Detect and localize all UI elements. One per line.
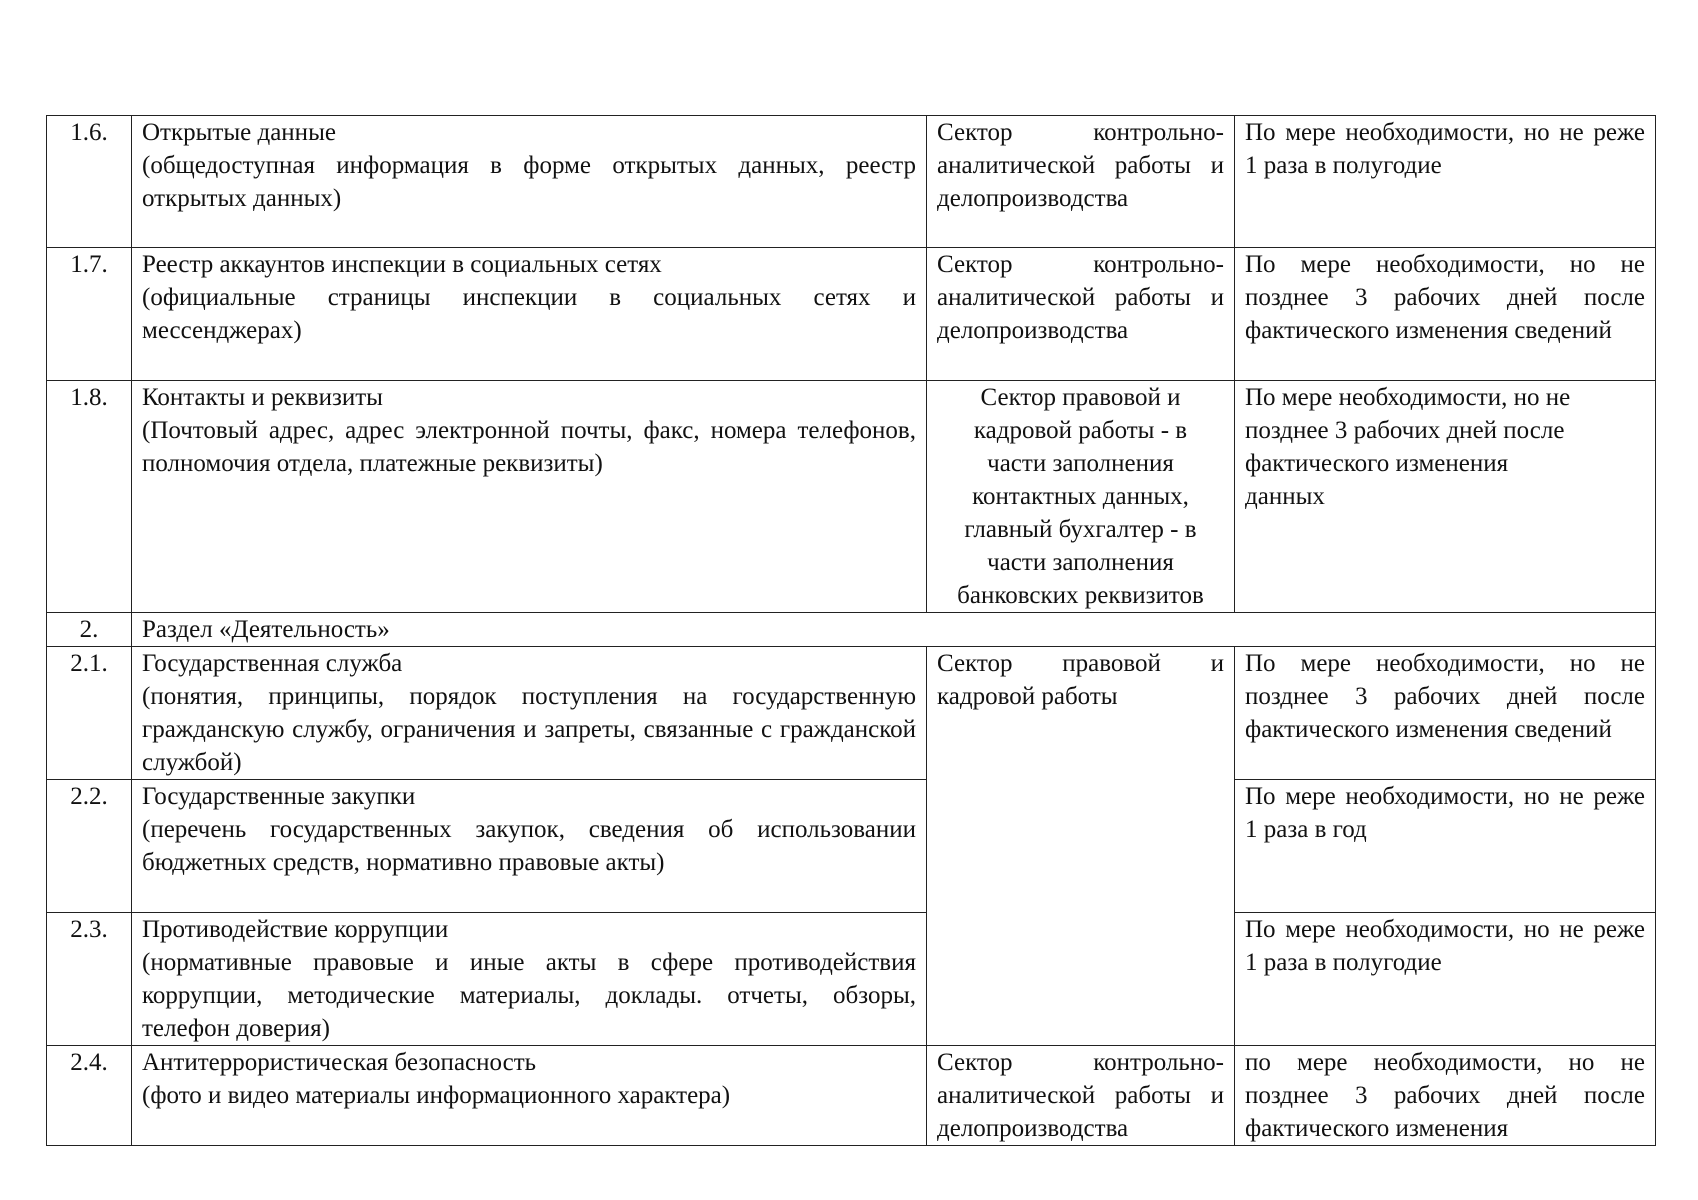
responsible-cell: Сектор контрольно-аналитической работы и делопроизводства	[927, 248, 1235, 381]
section-header: Раздел «Деятельность»	[132, 613, 1656, 647]
periodicity-cell	[1235, 381, 1656, 613]
row-number: 2.3.	[47, 913, 132, 1046]
section-title: Государственные закупки	[142, 783, 416, 810]
section-cell	[132, 780, 927, 913]
periodicity-cell: По мере необходимости, но не позднее 3 рабочих дней после фактического изменения сведений	[1235, 647, 1656, 780]
periodicity-cell: По мере необходимости, но не позднее 3 рабочих дней после фактического изменения сведений	[1235, 248, 1656, 381]
row-number: 1.6.	[47, 116, 132, 248]
section-title: Противодействие коррупции	[142, 916, 449, 943]
responsible-line: кадровой работы - в	[973, 417, 1188, 444]
table-row	[47, 780, 1656, 913]
responsible-line: части заполнения	[987, 549, 1174, 576]
responsible-line: главный бухгалтер - в	[964, 516, 1197, 543]
section-cell	[132, 381, 927, 613]
row-number: 2.4.	[47, 1046, 132, 1146]
responsible-cell: Сектор правовой и кадровой работы	[927, 647, 1235, 1046]
section-description: (фото и видео материалы информационного характера)	[142, 1082, 731, 1109]
periodicity-cell: По мере необходимости, но не реже 1 раза в год	[1235, 780, 1656, 913]
section-title: Государственная служба	[142, 650, 403, 677]
periodicity-line: фактического изменения	[1245, 450, 1509, 477]
section-cell	[132, 116, 927, 248]
section-cell	[132, 913, 927, 1046]
responsible-cell: Сектор контрольно-аналитической работы и делопроизводства	[927, 1046, 1235, 1146]
row-number: 1.7.	[47, 248, 132, 381]
row-number: 2.1.	[47, 647, 132, 780]
section-title: Антитеррористическая безопасность	[142, 1049, 537, 1076]
periodicity-cell: По мере необходимости, но не реже 1 раза в полугодие	[1235, 116, 1656, 248]
section-description: (общедоступная информация в форме открытых данных, реестр открытых данных)	[142, 152, 916, 212]
section-header-row	[47, 613, 1656, 647]
section-description: (нормативные правовые и иные акты в сфере противодействия коррупции, методические материалы, доклады. отчеты, обзоры, телефон доверия)	[142, 949, 916, 1042]
section-description: (официальные страницы инспекции в социальных сетях и мессенджерах)	[142, 284, 916, 344]
responsible-cell: Сектор контрольно-аналитической работы и делопроизводства	[927, 116, 1235, 248]
responsible-line: банковских реквизитов	[957, 582, 1204, 609]
row-number: 1.8.	[47, 381, 132, 613]
section-title: Открытые данные	[142, 119, 336, 146]
table-row	[47, 647, 1656, 780]
row-number: 2.2.	[47, 780, 132, 913]
periodicity-cell: По мере необходимости, но не реже 1 раза в полугодие	[1235, 913, 1656, 1046]
periodicity-line: позднее 3 рабочих дней после	[1245, 417, 1565, 444]
publication-schedule-table	[46, 115, 1656, 1146]
responsible-cell	[927, 381, 1235, 613]
section-cell	[132, 248, 927, 381]
section-description: (перечень государственных закупок, сведения об использовании бюджетных средств, нормативно правовые акты)	[142, 816, 916, 876]
section-title: Контакты и реквизиты	[142, 384, 383, 411]
periodicity-line: данных	[1245, 483, 1325, 510]
responsible-line: контактных данных,	[972, 483, 1189, 510]
section-description: (Почтовый адрес, адрес электронной почты, факс, номера телефонов, полномочия отдела, платежные реквизиты)	[142, 417, 916, 477]
section-cell	[132, 647, 927, 780]
responsible-line: части заполнения	[987, 450, 1174, 477]
responsible-line: Сектор правовой и	[980, 384, 1181, 411]
section-description: (понятия, принципы, порядок поступления на государственную гражданскую службу, ограничения и запреты, связанные с гражданской службой)	[142, 683, 916, 776]
table-row	[47, 913, 1656, 1046]
section-cell	[132, 1046, 927, 1146]
periodicity-cell: по мере необходимости, но не позднее 3 рабочих дней после фактического изменения	[1235, 1046, 1656, 1146]
table-row	[47, 116, 1656, 248]
section-title: Реестр аккаунтов инспекции в социальных сетях	[142, 251, 662, 278]
periodicity-line: По мере необходимости, но не	[1245, 384, 1571, 411]
row-number: 2.	[47, 613, 132, 647]
table-row	[47, 1046, 1656, 1146]
table-row	[47, 248, 1656, 381]
table-row	[47, 381, 1656, 613]
